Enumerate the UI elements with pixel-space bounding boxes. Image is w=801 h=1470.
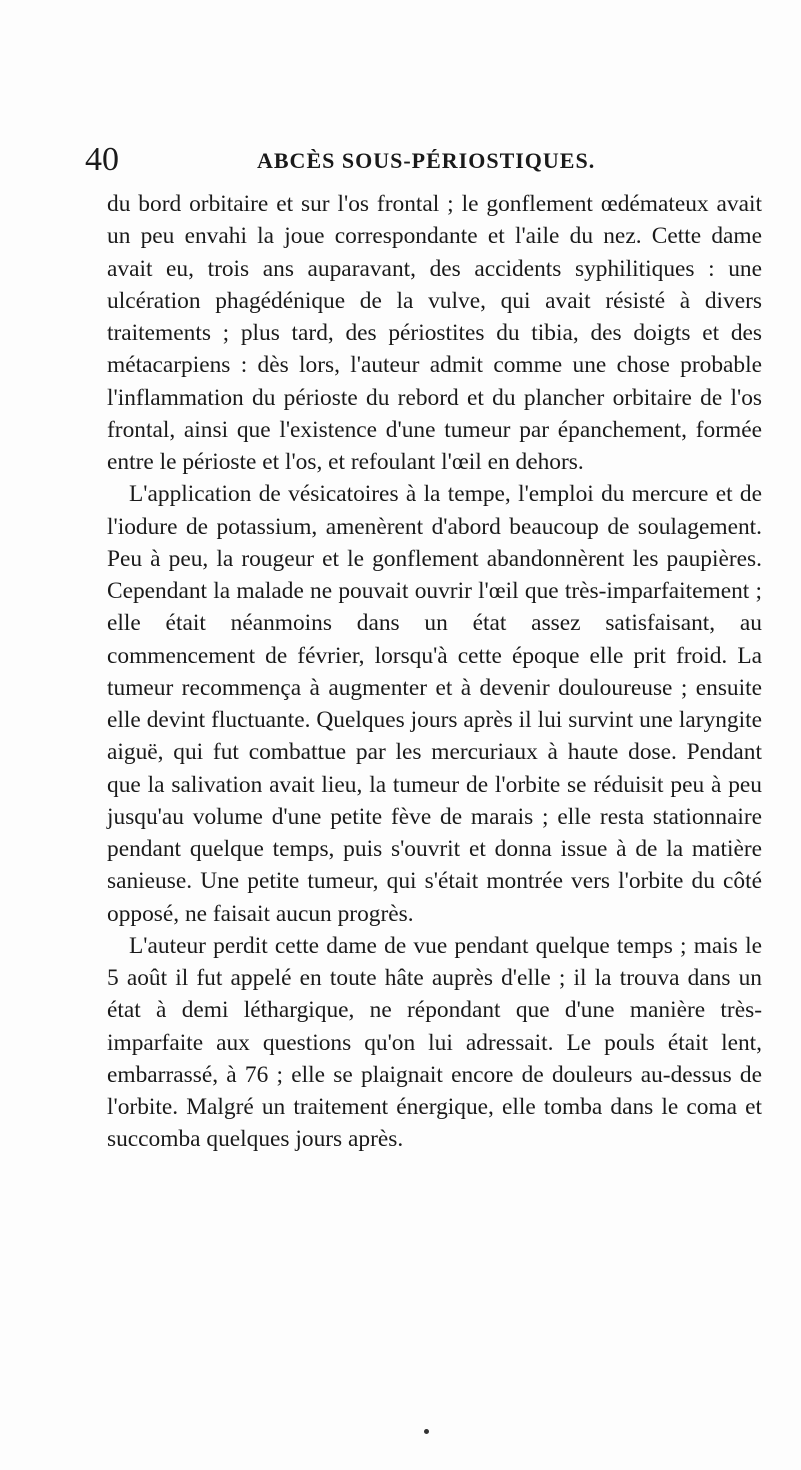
paragraph: L'application de vésicatoires à la tempe, l'emploi du mercure et de l'iodure de potassium, amenèrent d'abord beaucoup de soulagement. Peu à peu, la rougeur et le gonflement abandonnèrent les paupières. Cependant la malade ne pouvait ouvrir l'œil que très-imparfaitement ; elle était néanmoins dans un état assez satisfaisant, au commencement de février, lorsqu'à cette époque elle prit froid. La tumeur recommença à augmenter et à devenir douloureuse ; ensuite elle devint fluctuante. Quelques jours après il lui survint une laryngite aiguë, qui fut combattue par les mercuriaux à haute dose. Pendant que la salivation avait lieu, la tumeur de l'orbite se réduisit peu à peu jusqu'au volume d'une petite fève de marais ; elle resta stationnaire pendant quelque temps, puis s'ouvrit et donna issue à de la matière sanieuse. Une petite tumeur, qui s'était montrée vers l'orbite du côté opposé, ne faisait aucun progrès. xyxy=(107,481,762,927)
ink-dot xyxy=(424,1429,429,1434)
running-title: ABCÈS SOUS-PÉRIOSTIQUES. xyxy=(257,148,596,173)
page-number: 40 xyxy=(85,141,119,178)
running-head xyxy=(85,140,735,180)
body-text xyxy=(107,188,762,1156)
paragraph: L'auteur perdit cette dame de vue pendant quelque temps ; mais le 5 août il fut appelé en toute hâte auprès d'elle ; il la trouva dans un état à demi léthargique, ne répondant que d'une manière très-imparfaite aux questions qu'on lui adressait. Le pouls était lent, embarrassé, à 76 ; elle se plaignait encore de douleurs au-dessus de l'orbite. Malgré un traitement énergique, elle tomba dans le coma et succomba quelques jours après. xyxy=(107,932,762,1153)
paragraph: du bord orbitaire et sur l'os frontal ; le gonflement œdémateux avait un peu envahi la joue correspondante et l'aile du nez. Cette dame avait eu, trois ans auparavant, des accidents syphilitiques : une ulcération phagédénique de la vulve, qui avait résisté à divers traitements ; plus tard, des périostites du tibia, des doigts et des métacarpiens : dès lors, l'auteur admit comme une chose probable l'inflammation du périoste du rebord et du plancher orbitaire de l'os frontal, ainsi que l'existence d'une tumeur par épanchement, formée entre le périoste et l'os, et refoulant l'œil en dehors. xyxy=(107,191,762,475)
